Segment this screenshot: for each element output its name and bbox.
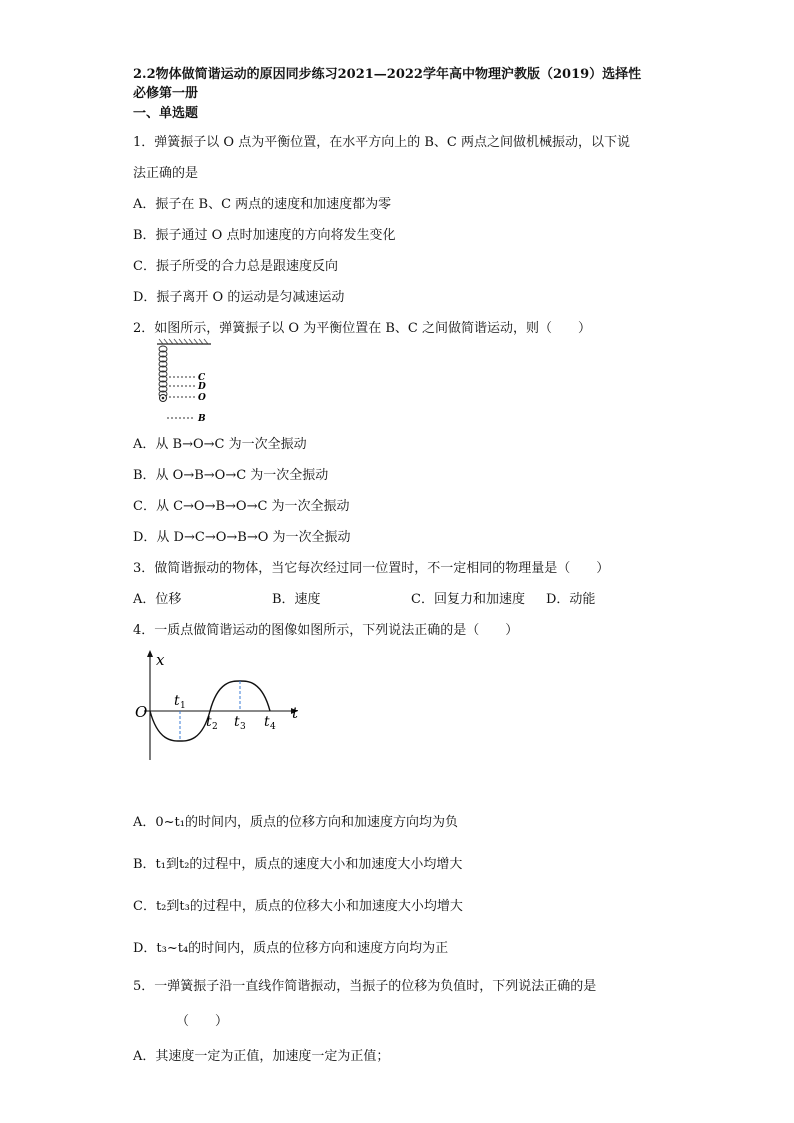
- question-4-option-a: A．0~t₁的时间内，质点的位移方向和加速度方向均为负: [133, 815, 458, 830]
- label-d: D: [198, 382, 206, 392]
- question-3-option-d: D．动能: [546, 592, 596, 607]
- document-title: 2.2物体做简谐运动的原因同步练习2021—2022学年高中物理沪教版（2019）选择性: [133, 67, 642, 82]
- question-2-stem: 2．如图所示，弹簧振子以 O 为平衡位置在 B、C 之间做简谐运动，则（ ）: [133, 321, 591, 336]
- t-axis-label: t: [292, 704, 299, 722]
- question-1-stem: 1．弹簧振子以 O 点为平衡位置，在水平方向上的 B、C 两点之间做机械振动，以下说: [133, 135, 630, 150]
- question-4-option-b: B．t₁到t₂的过程中，质点的速度大小和加速度大小均增大: [133, 857, 463, 872]
- section-heading: 一、单选题: [133, 106, 199, 121]
- shm-graph-figure: [130, 648, 310, 763]
- t2-label: t: [206, 714, 212, 730]
- t2-subscript: 2: [212, 722, 218, 732]
- question-4-option-c: C．t₂到t₃的过程中，质点的位移大小和加速度大小均增大: [133, 899, 463, 914]
- t1-subscript: 1: [180, 701, 186, 711]
- t4-subscript: 4: [270, 722, 276, 732]
- question-3-option-b: B．速度: [272, 592, 321, 607]
- y-axis-label: x: [156, 651, 165, 669]
- question-5-stem: 5．一弹簧振子沿一直线作简谐振动，当振子的位移为负值时，下列说法正确的是: [133, 979, 597, 994]
- ceiling-hatching: [159, 339, 208, 344]
- question-3-option-a: A．位移: [133, 592, 182, 607]
- question-2-option-a: A．从 B→O→C 为一次全振动: [133, 437, 307, 452]
- t3-subscript: 3: [240, 722, 246, 732]
- t4-label: t: [264, 714, 270, 730]
- origin-label: O: [135, 703, 148, 721]
- label-o: O: [198, 393, 206, 403]
- y-arrow-icon: [147, 650, 153, 657]
- question-2-option-c: C．从 C→O→B→O→C 为一次全振动: [133, 499, 350, 514]
- question-4-stem: 4．一质点做简谐运动的图像如图所示，下列说法正确的是（ ）: [133, 623, 519, 638]
- question-1-option-b: B．振子通过 O 点时加速度的方向将发生变化: [133, 228, 396, 243]
- spring-coils: [159, 346, 167, 397]
- question-2-option-d: D．从 D→C→O→B→O 为一次全振动: [133, 530, 351, 545]
- question-3-option-c: C．回复力和加速度: [411, 592, 525, 607]
- question-2-option-b: B．从 O→B→O→C 为一次全振动: [133, 468, 329, 483]
- question-3-stem: 3．做简谐振动的物体，当它每次经过同一位置时，不一定相同的物理量是（ ）: [133, 561, 610, 576]
- question-4-option-d: D．t₃~t₄的时间内，质点的位移方向和速度方向均为正: [133, 941, 449, 956]
- label-b: B: [198, 414, 206, 424]
- label-c: C: [198, 373, 206, 383]
- question-5-bracket: （ ）: [176, 1014, 229, 1029]
- document-title-continued: 必修第一册: [133, 86, 199, 101]
- question-1-option-a: A．振子在 B、C 两点的速度和加速度都为零: [133, 197, 392, 212]
- question-1-option-d: D．振子离开 O 的运动是匀减速运动: [133, 290, 345, 305]
- t1-label: t: [174, 693, 180, 709]
- spring-oscillator-figure: [155, 338, 225, 426]
- question-1-option-c: C．振子所受的合力总是跟速度反向: [133, 259, 338, 274]
- question-5-option-a: A．其速度一定为正值，加速度一定为正值；: [133, 1049, 390, 1064]
- question-1-stem-continued: 法正确的是: [133, 166, 199, 181]
- t3-label: t: [234, 714, 240, 730]
